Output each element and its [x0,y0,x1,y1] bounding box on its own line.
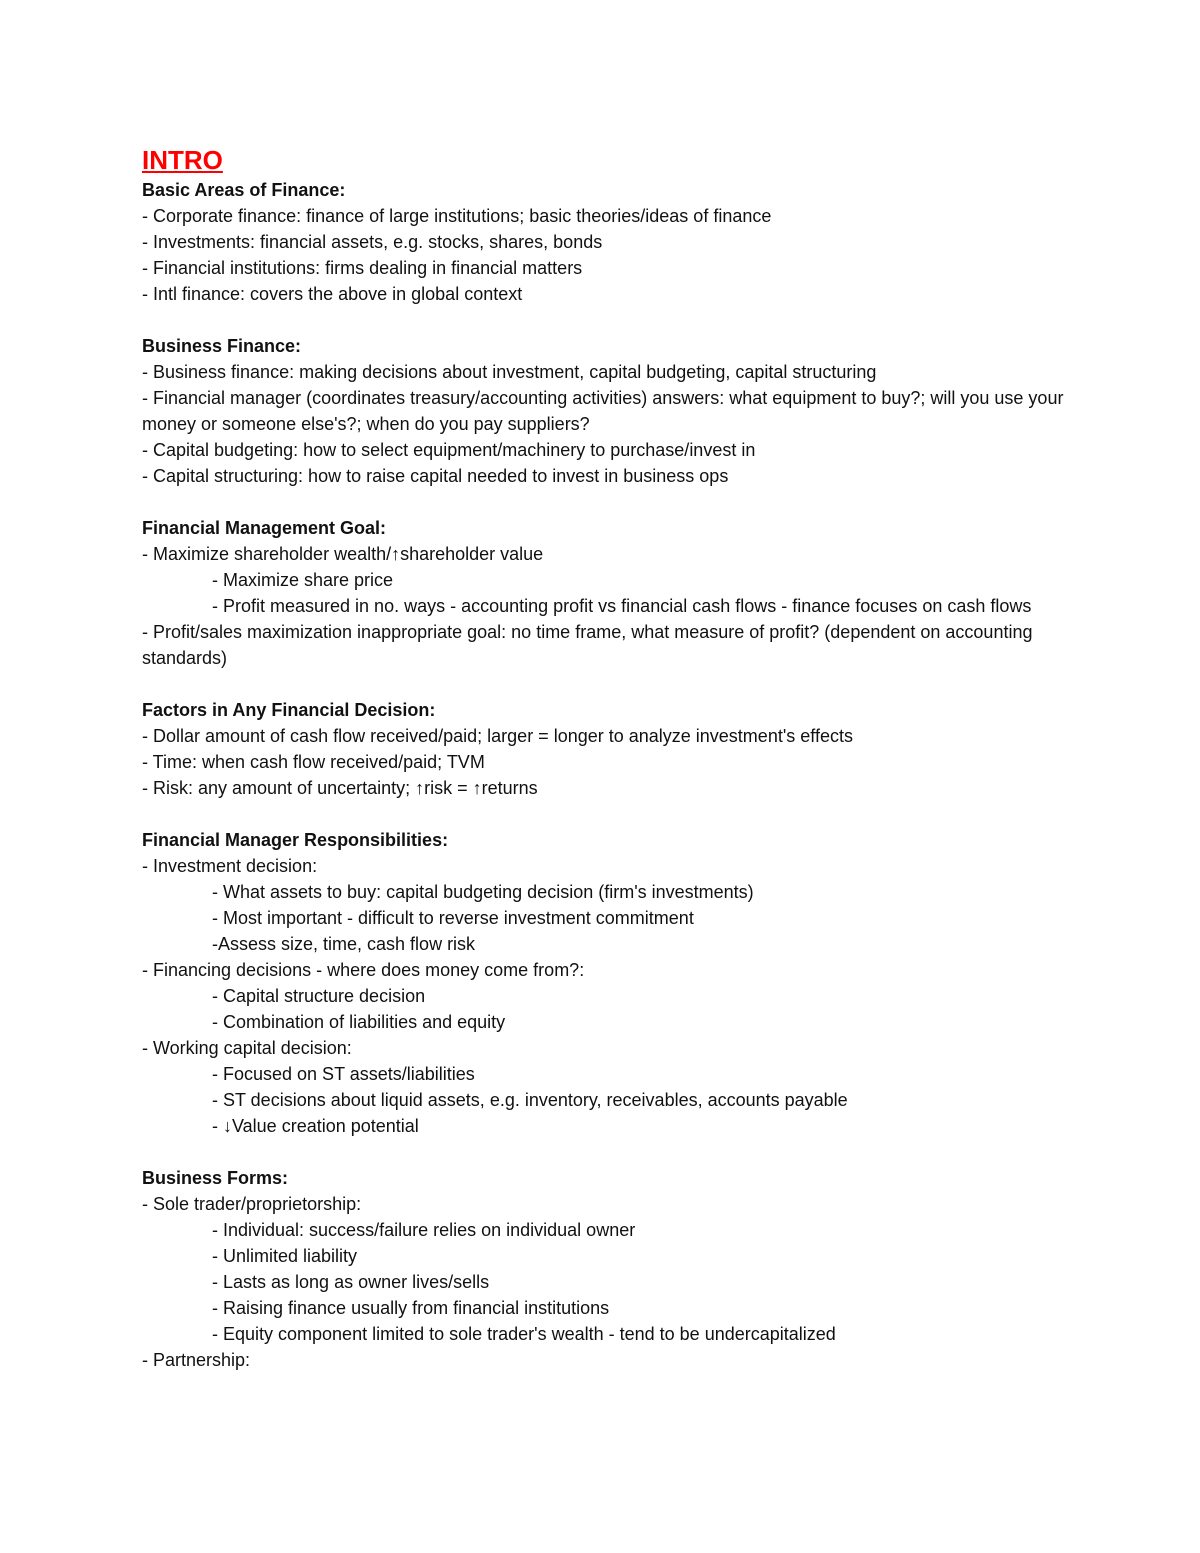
bullet-item: - Business finance: making decisions about investment, capital budgeting, capital structuring [142,362,877,382]
bullet-item: - Intl finance: covers the above in global context [142,284,523,304]
sub-bullet-item: - Maximize share price [212,570,394,590]
sub-bullet-item: - Focused on ST assets/liabilities [212,1064,475,1084]
sub-bullet-item: - ↓Value creation potential [212,1116,419,1136]
sub-bullet-item: - Most important - difficult to reverse investment commitment [212,908,694,928]
sub-bullet-item: - Raising finance usually from financial institutions [212,1298,610,1318]
section-heading: Basic Areas of Finance: [142,180,346,200]
section-heading: Financial Manager Responsibilities: [142,830,449,850]
document-title: INTRO [142,145,223,175]
sub-bullet-item: - What assets to buy: capital budgeting decision (firm's investments) [212,882,754,902]
bullet-item: - Partnership: [142,1350,251,1370]
section-heading: Factors in Any Financial Decision: [142,700,436,720]
bullet-item: - Financing decisions - where does money come from?: [142,960,585,980]
bullet-item: - Maximize shareholder wealth/↑shareholder value [142,544,544,564]
sub-bullet-item: - Capital structure decision [212,986,426,1006]
bullet-item: - Corporate finance: finance of large institutions; basic theories/ideas of finance [142,206,772,226]
section [142,177,1072,307]
bullet-item: - Financial institutions: firms dealing in financial matters [142,258,583,278]
bullet-item: - Risk: any amount of uncertainty; ↑risk = ↑returns [142,778,538,798]
bullet-item: - Capital structuring: how to raise capital needed to invest in business ops [142,466,729,486]
sub-bullet-item: - Combination of liabilities and equity [212,1012,506,1032]
bullet-item: - Dollar amount of cash flow received/paid; larger = longer to analyze investment's effects [142,726,853,746]
document-body [142,145,1072,1399]
bullet-item: - Time: when cash flow received/paid; TVM [142,752,485,772]
section [142,697,1072,801]
sub-bullet-item: - ST decisions about liquid assets, e.g. inventory, receivables, accounts payable [212,1090,848,1110]
bullet-item: - Investment decision: [142,856,318,876]
bullet-item: - Working capital decision: [142,1038,352,1058]
bullet-item: - Profit/sales maximization inappropriate goal: no time frame, what measure of profit? (dependent on accounting standards) [142,622,1033,668]
bullet-item: - Sole trader/proprietorship: [142,1194,362,1214]
bullet-item: - Capital budgeting: how to select equipment/machinery to purchase/invest in [142,440,756,460]
section [142,515,1072,671]
section-heading: Financial Management Goal: [142,518,387,538]
section-heading: Business Forms: [142,1168,289,1188]
section-heading: Business Finance: [142,336,302,356]
sub-bullet-item: - Lasts as long as owner lives/sells [212,1272,490,1292]
section [142,827,1072,1139]
section [142,1165,1072,1373]
sub-bullet-item: - Individual: success/failure relies on individual owner [212,1220,636,1240]
bullet-item: - Investments: financial assets, e.g. stocks, shares, bonds [142,232,603,252]
sub-bullet-item: -Assess size, time, cash flow risk [212,934,476,954]
section [142,333,1072,489]
sub-bullet-item: - Profit measured in no. ways - accounting profit vs financial cash flows - finance focuses on cash flows [212,596,1032,616]
sub-bullet-item: - Unlimited liability [212,1246,358,1266]
bullet-item: - Financial manager (coordinates treasury/accounting activities) answers: what equipment to buy?; will you use your money or someone else's?; when do you pay suppliers? [142,388,1064,434]
sub-bullet-item: - Equity component limited to sole trader's wealth - tend to be undercapitalized [212,1324,836,1344]
